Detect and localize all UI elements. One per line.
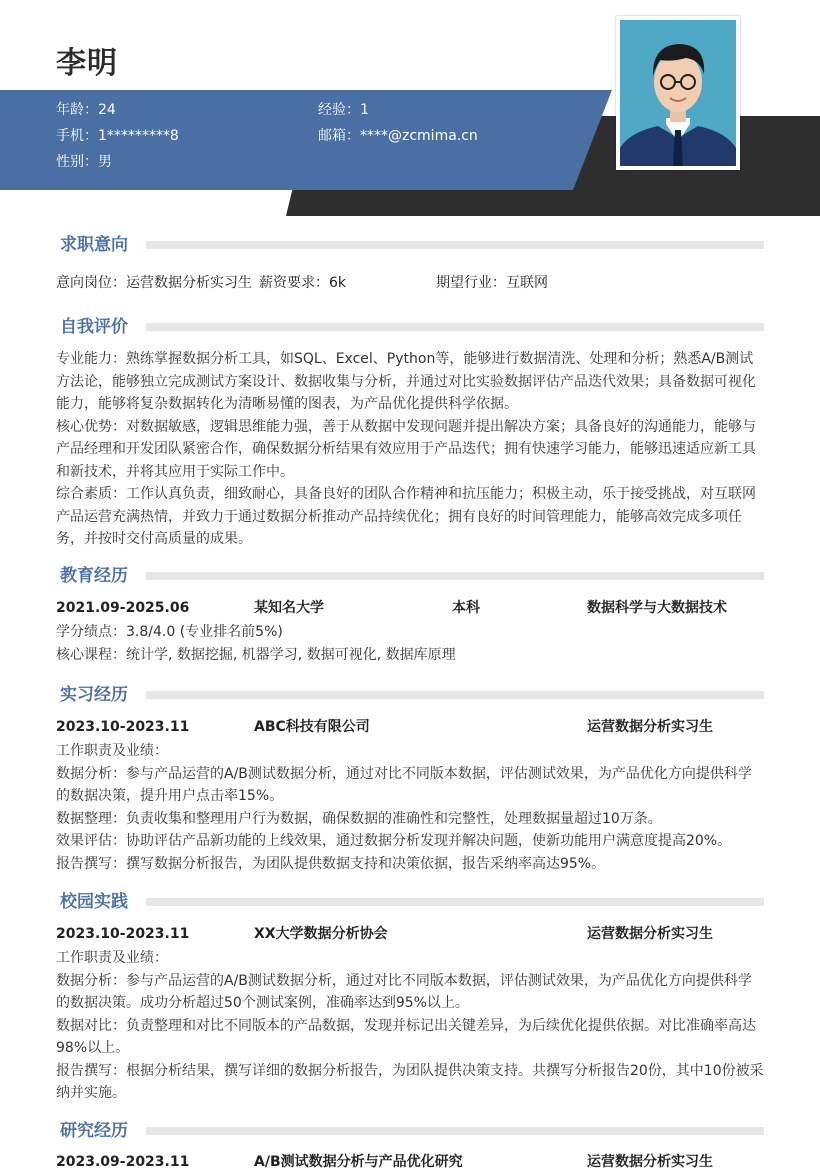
campus-role: 运营数据分析实习生 xyxy=(587,926,713,942)
internship-item: 数据整理：负责收集和整理用户行为数据，确保数据的准确性和完整性，处理数据量超过10万条。 xyxy=(56,810,662,827)
intent-position: 意向岗位：运营数据分析实习生 xyxy=(56,275,252,291)
gender-field: 性别：男 xyxy=(56,154,112,170)
self-eval-paragraph: 专业能力：熟练掌握数据分析工具，如SQL、Excel、Python等，能够进行数据清洗、处理和分析；熟悉A/B测试方法论，能够独立完成测试方案设计、数据收集与分析，并通过对比实验数据评估产品迭代效果；具备数据可视化能力，能够将复杂数据转化为清晰易懂的图表，为产品优化提供科学依据。 xyxy=(56,351,756,412)
section-divider xyxy=(146,1127,764,1135)
education-major: 数据科学与大数据技术 xyxy=(587,600,727,616)
section-research xyxy=(56,1118,764,1144)
internship-company: ABC科技有限公司 xyxy=(254,719,370,735)
internship-date: 2023.10-2023.11 xyxy=(56,719,190,735)
campus-item: 数据对比：负责整理和对比不同版本的产品数据，发现并标记出关键差异，为后续优化提供依据。对比准确率高达98%以上。 xyxy=(56,1017,756,1056)
section-title: 教育经历 xyxy=(60,566,128,586)
profile-photo xyxy=(616,16,740,170)
section-internship xyxy=(56,682,764,708)
internship-item: 数据分析：参与产品运营的A/B测试数据分析，通过对比不同版本数据，评估测试效果，为产品优化方向提供科学的数据决策，提升用户点击率15%。 xyxy=(56,765,752,804)
education-date: 2021.09-2025.06 xyxy=(56,600,190,616)
campus-org: XX大学数据分析协会 xyxy=(254,926,388,942)
internship-header-row xyxy=(56,716,764,738)
experience-field: 经验：1 xyxy=(318,102,369,118)
section-title: 求职意向 xyxy=(60,235,128,255)
intent-industry: 期望行业：互联网 xyxy=(436,275,548,291)
internship-label: 工作职责及业绩： xyxy=(56,743,168,759)
section-title: 自我评价 xyxy=(60,317,128,337)
portrait-image xyxy=(620,20,736,166)
email-field: 邮箱：****@zcmima.cn xyxy=(318,128,478,144)
education-degree: 本科 xyxy=(452,600,480,616)
research-role: 运营数据分析实习生 xyxy=(587,1154,713,1170)
internship-role: 运营数据分析实习生 xyxy=(587,719,713,735)
intent-row xyxy=(56,272,764,294)
campus-label: 工作职责及业绩： xyxy=(56,950,168,966)
section-title: 校园实践 xyxy=(60,892,128,912)
section-divider xyxy=(146,572,764,580)
self-eval-paragraph: 综合素质：工作认真负责，细致耐心，具备良好的团队合作精神和抗压能力；积极主动，乐于接受挑战，对互联网产品运营充满热情，并致力于通过数据分析推动产品持续优化；拥有良好的时间管理能力，能够高效完成多项任务，并按时交付高质量的成果。 xyxy=(56,486,756,547)
section-divider xyxy=(146,323,764,331)
section-title: 研究经历 xyxy=(60,1121,128,1141)
self-evaluation-text xyxy=(56,348,764,551)
candidate-name: 李明 xyxy=(56,46,118,81)
section-self-evaluation xyxy=(56,314,764,340)
education-courses: 核心课程：统计学, 数据挖掘, 机器学习, 数据可视化, 数据库原理 xyxy=(56,646,456,663)
section-divider xyxy=(146,691,764,699)
age-field: 年龄：24 xyxy=(56,102,116,118)
campus-item: 报告撰写：根据分析结果，撰写详细的数据分析报告，为团队提供决策支持。共撰写分析报告20份，其中10份被采纳并实施。 xyxy=(56,1062,764,1101)
internship-item: 效果评估：协助评估产品新功能的上线效果，通过数据分析发现并解决问题，使新功能用户满意度提高20%。 xyxy=(56,833,732,849)
campus-date: 2023.10-2023.11 xyxy=(56,926,190,942)
section-title: 实习经历 xyxy=(60,685,128,705)
research-header-row xyxy=(56,1151,764,1173)
self-eval-paragraph: 核心优势：对数据敏感，逻辑思维能力强，善于从数据中发现问题并提出解决方案；具备良好的沟通能力，能够与产品经理和开发团队紧密合作，确保数据分析结果有效应用于产品迭代；拥有快速学习能力，能够迅速适应新工具和新技术，并将其应用于实际工作中。 xyxy=(56,418,756,480)
education-header-row xyxy=(56,597,764,619)
research-date: 2023.09-2023.11 xyxy=(56,1154,190,1170)
education-gpa: 学分绩点：3.8/4.0 (专业排名前5%) xyxy=(56,624,283,640)
campus-item: 数据分析：参与产品运营的A/B测试数据分析，通过对比不同版本数据，评估测试效果，为产品优化方向提供科学的数据决策。成功分析超过50个测试案例，准确率达到95%以上。 xyxy=(56,972,752,1011)
intent-salary: 薪资要求：6k xyxy=(259,275,347,291)
section-divider xyxy=(146,898,764,906)
campus-header-row xyxy=(56,923,764,945)
internship-item: 报告撰写：撰写数据分析报告，为团队提供数据支持和决策依据，报告采纳率高达95%。 xyxy=(56,855,606,872)
phone-field: 手机：1*********8 xyxy=(56,128,179,144)
section-job-intent xyxy=(56,232,764,258)
research-topic: A/B测试数据分析与产品优化研究 xyxy=(254,1154,463,1170)
section-education xyxy=(56,563,764,589)
education-school: 某知名大学 xyxy=(254,600,324,616)
section-divider xyxy=(146,241,764,249)
education-details xyxy=(56,621,764,666)
campus-details xyxy=(56,947,764,1105)
section-campus-practice xyxy=(56,889,764,915)
internship-details xyxy=(56,740,764,875)
